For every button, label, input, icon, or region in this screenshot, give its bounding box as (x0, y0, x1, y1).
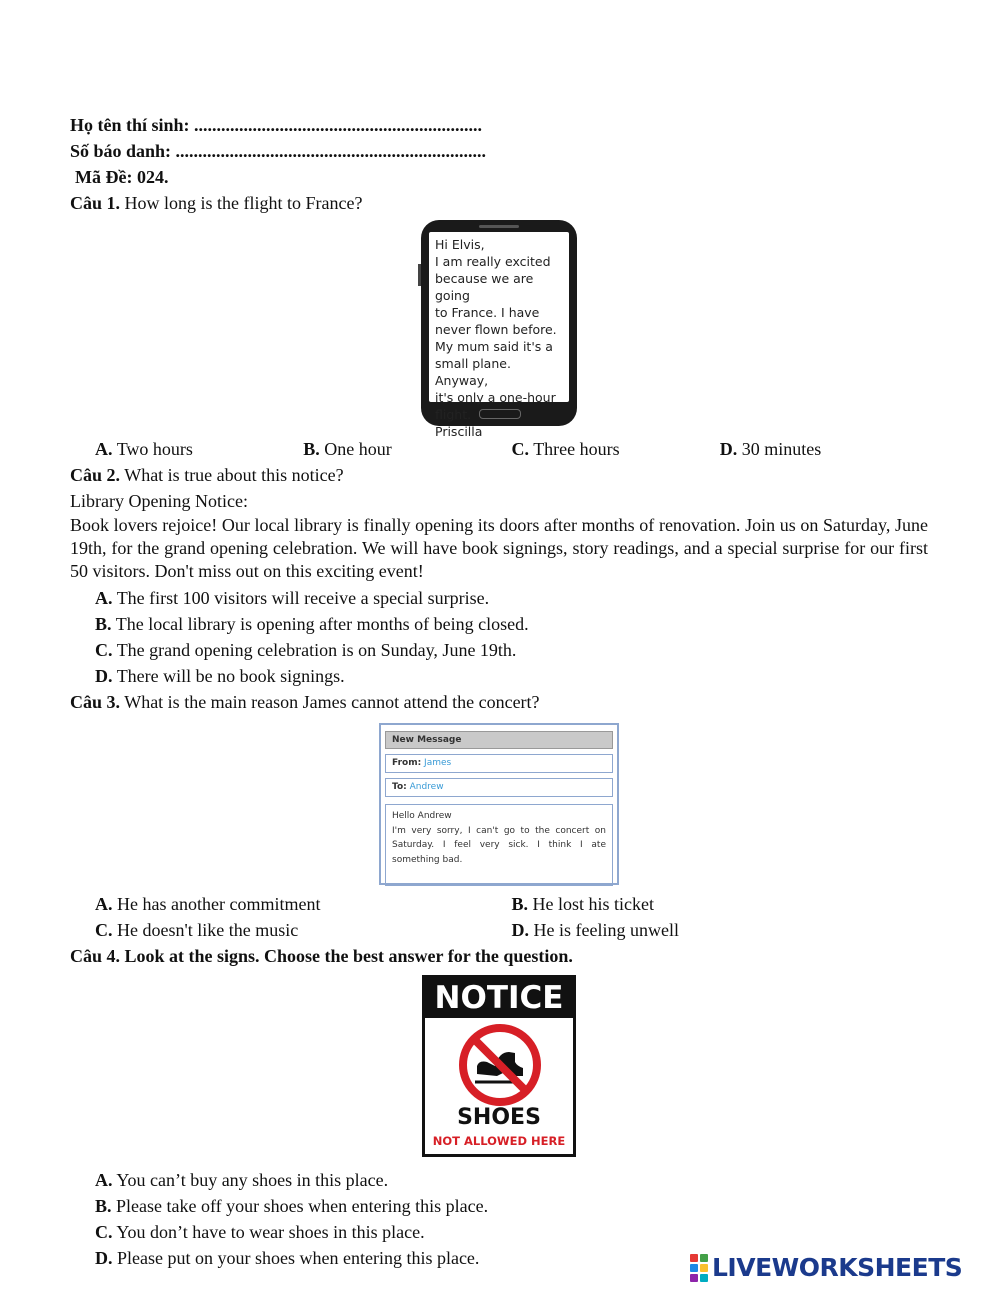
option-a[interactable] (95, 891, 512, 917)
candidate-id-label: Số báo danh: ..................................................................... (70, 141, 487, 161)
phone-line: Priscilla (435, 424, 483, 439)
question-4-text: Look at the signs. Choose the best answer for the question. (124, 946, 573, 966)
liveworksheets-logo (690, 1254, 962, 1282)
email-body (385, 804, 613, 886)
option-b[interactable] (70, 1193, 928, 1219)
question-4-number: Câu 4. (70, 946, 121, 966)
notice-title: Library Opening Notice: (70, 491, 248, 511)
question-3-options-row-1 (70, 891, 928, 917)
sign-warning: NOT ALLOWED HERE (432, 1134, 566, 1148)
phone-line: I am really excited (435, 254, 551, 269)
option-letter: D. (511, 920, 529, 940)
option-letter: B. (511, 894, 529, 914)
question-2 (70, 462, 928, 488)
option-text: He doesn't like the music (117, 920, 299, 940)
notice-sign-figure (70, 969, 928, 1167)
option-text: Three hours (533, 439, 620, 459)
logo-cube (690, 1274, 698, 1282)
option-text: Please take off your shoes when entering this place. (116, 1196, 489, 1216)
option-letter: A. (95, 894, 113, 914)
option-text: You can’t buy any shoes in this place. (116, 1170, 389, 1190)
option-b[interactable] (70, 611, 928, 637)
logo-text: LIVEWORKSHEETS (712, 1253, 963, 1282)
logo-cube (700, 1274, 708, 1282)
phone-message-figure (70, 216, 928, 439)
phone-line: because we are going (435, 271, 534, 303)
option-text: Please put on your shoes when entering this place. (117, 1248, 480, 1268)
option-letter: A. (95, 439, 113, 459)
phone-home-button (479, 409, 521, 419)
option-a[interactable] (70, 585, 928, 611)
no-shoes-icon (457, 1022, 543, 1108)
option-text: He is feeling unwell (533, 920, 679, 940)
question-3-options-row-2 (70, 917, 928, 943)
question-1 (70, 190, 928, 216)
worksheet (70, 112, 928, 1271)
exam-code-label: Mã Đề: 024. (75, 167, 169, 187)
option-text: The local library is opening after months of being closed. (115, 614, 529, 634)
option-text: Two hours (116, 439, 193, 459)
option-letter: D. (95, 666, 113, 686)
question-1-text: How long is the flight to France? (124, 193, 363, 213)
email-to-value: Andrew (409, 782, 444, 792)
option-letter: C. (95, 920, 113, 940)
option-text: 30 minutes (741, 439, 822, 459)
logo-cube (700, 1254, 708, 1262)
option-b[interactable] (512, 891, 929, 917)
option-letter: C. (511, 439, 529, 459)
phone-line: flight. (435, 407, 472, 422)
option-letter: D. (95, 1248, 113, 1268)
option-letter: B. (95, 1196, 112, 1216)
question-3-text: What is the main reason James cannot attend the concert? (124, 692, 540, 712)
logo-cube (690, 1254, 698, 1262)
phone-line: small plane. Anyway, (435, 356, 511, 388)
phone-line: to France. I have (435, 305, 540, 320)
email-figure (70, 715, 928, 891)
phone-speaker (479, 225, 519, 228)
option-letter: D. (719, 439, 738, 459)
phone-line: My mum said it's a (435, 339, 553, 354)
question-3-number: Câu 3. (70, 692, 121, 712)
logo-cube (690, 1264, 698, 1272)
option-a[interactable] (70, 1167, 928, 1193)
option-d[interactable] (512, 917, 929, 943)
option-letter: C. (95, 640, 113, 660)
option-c[interactable] (95, 917, 512, 943)
question-1-number: Câu 1. (70, 193, 121, 213)
email-body-text: I'm very sorry, I can't go to the concert on Saturday. I feel very sick. I think I ate something bad. (392, 825, 606, 865)
phone-line: it's only a one-hour (435, 390, 556, 405)
option-text: The grand opening celebration is on Sunday, June 19th. (116, 640, 517, 660)
option-text: The first 100 visitors will receive a special surprise. (116, 588, 490, 608)
notice-body: Book lovers rejoice! Our local library is finally opening its doors after months of renovation. Join us on Saturday, June 19th, for the grand opening celebration. We will have book signings, story readings, and a special surprise for our first 50 visitors. Don't miss out on this exciting event! (70, 515, 928, 581)
option-letter: A. (95, 588, 113, 608)
email-from-field (385, 754, 613, 773)
question-2-number: Câu 2. (70, 465, 121, 485)
option-c[interactable] (70, 1219, 928, 1245)
logo-cube (700, 1264, 708, 1272)
question-2-text: What is true about this notice? (124, 465, 344, 485)
option-letter: A. (95, 1170, 113, 1190)
phone-image (421, 220, 577, 439)
email-to-label: To: (392, 782, 407, 792)
phone-side-button (418, 264, 421, 286)
option-text: He has another commitment (117, 894, 321, 914)
option-letter: B. (303, 439, 320, 459)
phone-line: never flown before. (435, 322, 557, 337)
notice-sign (422, 975, 576, 1157)
option-c[interactable] (70, 637, 928, 663)
option-text: He lost his ticket (532, 894, 654, 914)
email-from-value: James (424, 758, 452, 768)
option-text: One hour (324, 439, 392, 459)
email-to-field (385, 778, 613, 797)
option-text: There will be no book signings. (116, 666, 345, 686)
phone-line: Hi Elvis, (435, 237, 485, 252)
email-header: New Message (385, 731, 613, 749)
logo-cubes-icon (690, 1254, 708, 1282)
option-a[interactable] (95, 436, 303, 462)
email-image (379, 723, 619, 885)
candidate-name-label: Họ tên thí sinh: ................................................................ (70, 115, 483, 135)
phone-screen (429, 232, 569, 439)
option-d[interactable] (70, 663, 928, 689)
email-from-label: From: (392, 758, 422, 768)
question-4 (70, 943, 928, 969)
option-text: You don’t have to wear shoes in this place. (116, 1222, 425, 1242)
option-d[interactable] (720, 436, 928, 462)
sign-title: NOTICE (425, 978, 573, 1018)
email-greeting: Hello Andrew (392, 811, 452, 821)
option-letter: B. (95, 614, 112, 634)
option-letter: C. (95, 1222, 113, 1242)
sign-subject: SHOES (457, 1105, 541, 1130)
question-3 (70, 689, 928, 715)
